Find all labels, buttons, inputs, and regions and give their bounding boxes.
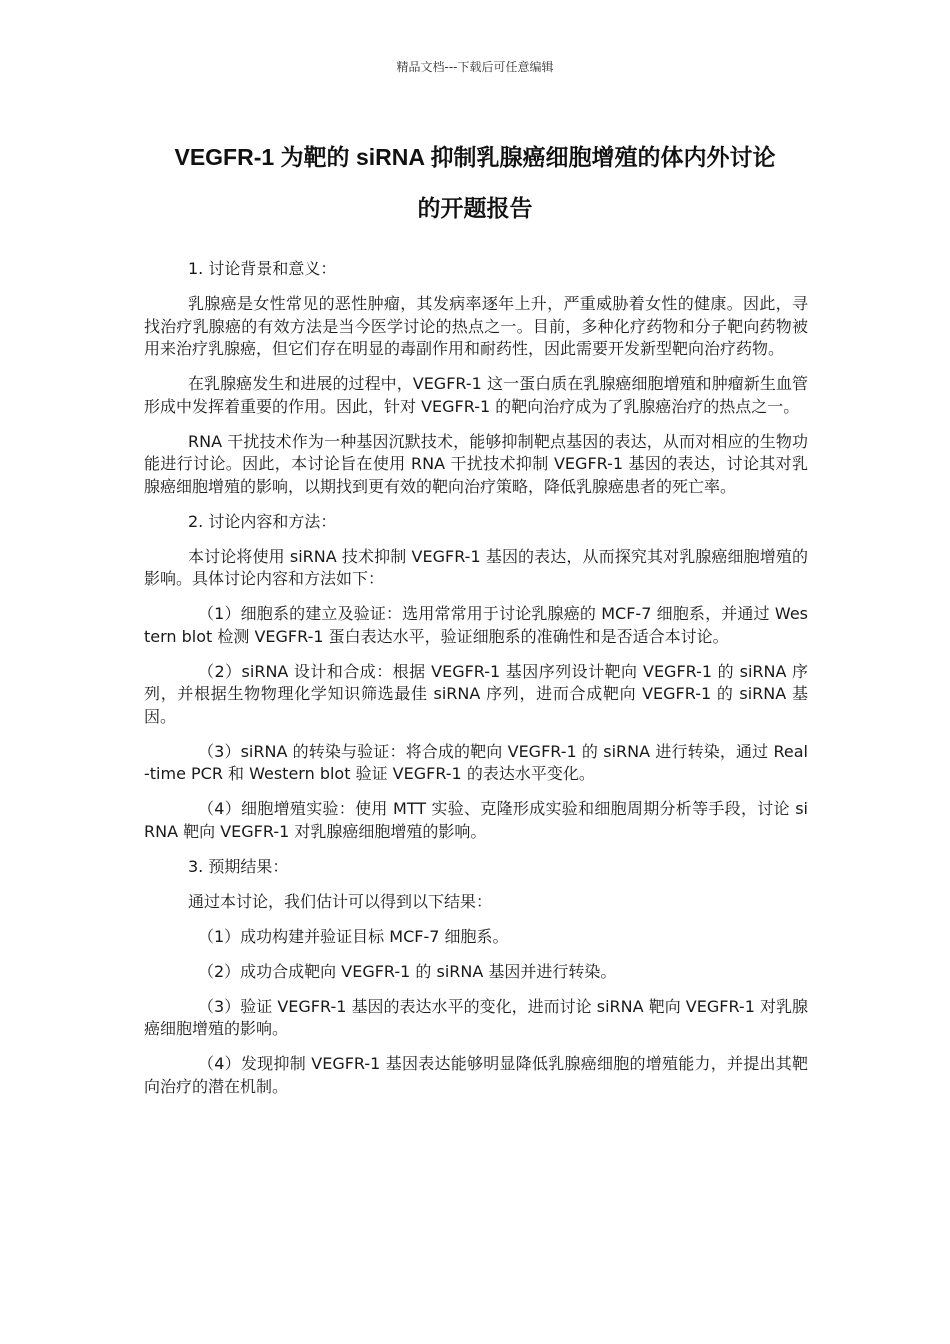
list-item: （2）siRNA 设计和合成：根据 VEGFR-1 基因序列设计靶向 VEGFR-1 的 siRNA 序列，并根据生物物理化学知识筛选最佳 siRNA 序列，进而合成靶向 VEGFR-1 的 siRNA 基因。 (144, 661, 808, 726)
paragraph: RNA 干扰技术作为一种基因沉默技术，能够抑制靶点基因的表达，从而对相应的生物功能进行讨论。因此，本讨论旨在使用 RNA 干扰技术抑制 VEGFR-1 基因的表达，讨论其对乳腺癌细胞增殖的影响，以期找到更有效的靶向治疗策略，降低乳腺癌患者的死亡率。 (144, 431, 808, 496)
section-heading-background: 1. 讨论背景和意义： (188, 259, 337, 278)
list-item: （1）细胞系的建立及验证：选用常常用于讨论乳腺癌的 MCF-7 细胞系，并通过 Western blot 检测 VEGFR-1 蛋白表达水平，验证细胞系的准确性和是否适合本讨论。 (144, 604, 808, 646)
paragraph: 本讨论将使用 siRNA 技术抑制 VEGFR-1 基因的表达，从而探究其对乳腺癌细胞增殖的影响。具体讨论内容和方法如下： (144, 546, 808, 588)
document-title-line-2: 的开题报告 (417, 195, 533, 221)
paragraph: 通过本讨论，我们估计可以得到以下结果： (188, 891, 493, 911)
section-heading-expected-results: 3. 预期结果： (188, 856, 289, 876)
page-header-watermark: 精品文档---下载后可任意编辑 (396, 60, 554, 74)
list-item: （1）成功构建并验证目标 MCF-7 细胞系。 (198, 926, 509, 946)
list-item: （2）成功合成靶向 VEGFR-1 的 siRNA 基因并进行转染。 (198, 961, 617, 981)
list-item: （3）验证 VEGFR-1 基因的表达水平的变化，进而讨论 siRNA 靶向 VEGFR-1 对乳腺癌细胞增殖的影响。 (144, 996, 808, 1038)
document-title-line-1: VEGFR-1 为靶的 siRNA 抑制乳腺癌细胞增殖的体内外讨论 (174, 144, 776, 170)
list-item: （4）细胞增殖实验：使用 MTT 实验、克隆形成实验和细胞周期分析等手段，讨论 siRNA 靶向 VEGFR-1 对乳腺癌细胞增殖的影响。 (144, 799, 808, 841)
section-heading-methods: 2. 讨论内容和方法： (188, 511, 337, 531)
list-item: （4）发现抑制 VEGFR-1 基因表达能够明显降低乳腺癌细胞的增殖能力，并提出其靶向治疗的潜在机制。 (144, 1054, 808, 1096)
paragraph: 在乳腺癌发生和进展的过程中，VEGFR-1 这一蛋白质在乳腺癌细胞增殖和肿瘤新生血管形成中发挥着重要的作用。因此，针对 VEGFR-1 的靶向治疗成为了乳腺癌治疗的热点之一。 (144, 374, 808, 416)
document-body (144, 258, 808, 1111)
paragraph: 乳腺癌是女性常见的恶性肿瘤，其发病率逐年上升，严重威胁着女性的健康。因此，寻找治疗乳腺癌的有效方法是当今医学讨论的热点之一。目前，多种化疗药物和分子靶向药物被用来治疗乳腺癌，但它们存在明显的毒副作用和耐药性，因此需要开发新型靶向治疗药物。 (144, 294, 808, 358)
list-item: （3）siRNA 的转染与验证：将合成的靶向 VEGFR-1 的 siRNA 进行转染，通过 Real-time PCR 和 Western blot 验证 VEGFR-1 的表达水平变化。 (144, 741, 808, 783)
